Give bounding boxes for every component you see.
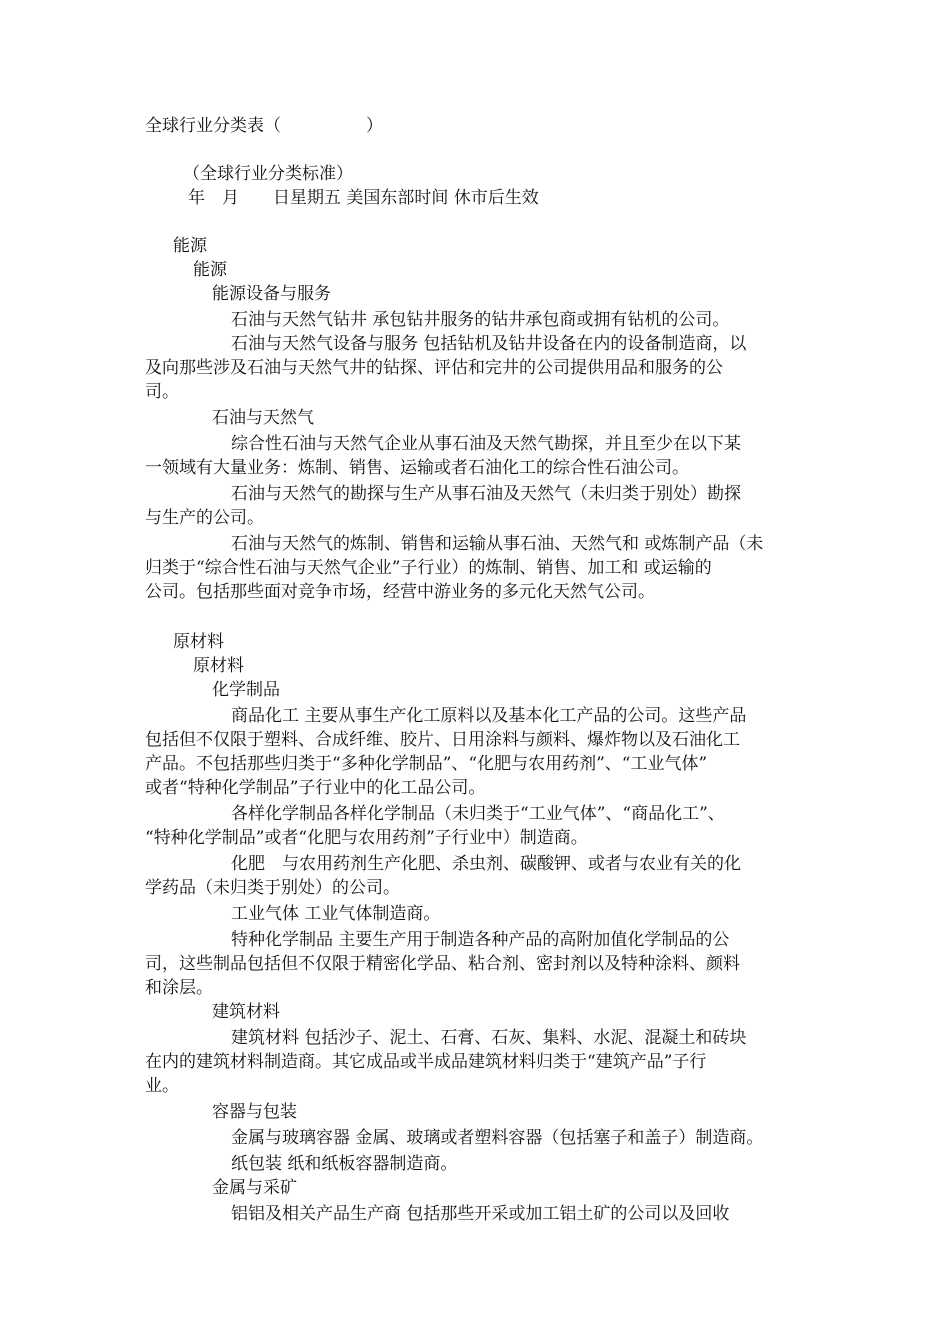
paragraph-line: 及向那些涉及石油与天然气井的钻探、评估和完井的公司提供用品和服务的公 — [145, 358, 723, 378]
sub-industry-text: 铝铝及相关产品生产商 包括那些开采或加工铝土矿的公司以及回收 — [231, 1204, 730, 1224]
sector-materials: 原材料 — [173, 632, 224, 652]
industry-chemicals: 化学制品 — [212, 680, 280, 700]
paragraph-line: 业。 — [145, 1076, 179, 1096]
industry-construction-materials: 建筑材料 — [212, 1002, 280, 1022]
paragraph-line: 产品。不包括那些归类于“多种化学制品”、“化肥与农用药剂”、“工业气体” — [145, 754, 708, 774]
sub-industry-text: 金属与玻璃容器 金属、玻璃或者塑料容器（包括塞子和盖子）制造商。 — [231, 1128, 764, 1148]
sub-industry-text: 工业气体 工业气体制造商。 — [231, 904, 441, 924]
industry-energy-equipment: 能源设备与服务 — [212, 284, 331, 304]
paragraph-line: 公司。包括那些面对竞争市场，经营中游业务的多元化天然气公司。 — [145, 582, 655, 602]
industry-metals-mining: 金属与采矿 — [212, 1178, 297, 1198]
paragraph-line: 与生产的公司。 — [145, 508, 264, 528]
doc-subtitle: （全球行业分类标准） — [183, 164, 353, 184]
paragraph-line: 一领域有大量业务：炼制、销售、运输或者石油化工的综合性石油公司。 — [145, 458, 689, 478]
sub-industry-text: 化肥 与农用药剂生产化肥、杀虫剂、碳酸钾、或者与农业有关的化 — [231, 854, 741, 874]
industry-group-energy: 能源 — [193, 260, 227, 280]
sub-industry-text: 特种化学制品 主要生产用于制造各种产品的高附加值化学制品的公 — [231, 930, 730, 950]
sub-industry-text: 石油与天然气的炼制、销售和运输从事石油、天然气和 或炼制产品（未 — [231, 534, 764, 554]
paragraph-line: “特种化学制品”或者“化肥与农用药剂”子行业中）制造商。 — [145, 828, 588, 848]
sub-industry-text: 商品化工 主要从事生产化工原料以及基本化工产品的公司。这些产品 — [231, 706, 747, 726]
industry-containers-packaging: 容器与包装 — [212, 1102, 297, 1122]
sub-industry-text: 建筑材料 包括沙子、泥土、石膏、石灰、集料、水泥、混凝土和砖块 — [231, 1028, 747, 1048]
sub-industry-text: 石油与天然气设备与服务 包括钻机及钻井设备在内的设备制造商，以 — [231, 334, 747, 354]
paragraph-line: 在内的建筑材料制造商。其它成品或半成品建筑材料归类于“建筑产品”子行 — [145, 1052, 707, 1072]
sub-industry-text: 石油与天然气的勘探与生产从事石油及天然气（未归类于别处）勘探 — [231, 484, 741, 504]
paragraph-line: 司，这些制品包括但不仅限于精密化学品、粘合剂、密封剂以及特种涂料、颜料 — [145, 954, 740, 974]
paragraph-line: 和涂层。 — [145, 978, 213, 998]
sub-industry-text: 综合性石油与天然气企业从事石油及天然气勘探，并且至少在以下某 — [231, 434, 741, 454]
sector-energy: 能源 — [173, 236, 207, 256]
paragraph-line: 或者“特种化学制品”子行业中的化工品公司。 — [145, 778, 486, 798]
sub-industry-text: 各样化学制品各样化学制品（未归类于“工业气体”、“商品化工”、 — [231, 804, 725, 824]
sub-industry-text: 纸包装 纸和纸板容器制造商。 — [231, 1154, 458, 1174]
paragraph-line: 学药品（未归类于别处）的公司。 — [145, 878, 400, 898]
doc-title: 全球行业分类表（ ） — [145, 116, 383, 136]
industry-group-materials: 原材料 — [193, 656, 244, 676]
doc-dateline: 年 月 日星期五 美国东部时间 休市后生效 — [188, 188, 539, 208]
paragraph-line: 归类于“综合性石油与天然气企业”子行业）的炼制、销售、加工和 或运输的 — [145, 558, 712, 578]
paragraph-line: 司。 — [145, 382, 179, 402]
industry-oil-gas: 石油与天然气 — [212, 408, 314, 428]
sub-industry-text: 石油与天然气钻井 承包钻井服务的钻井承包商或拥有钻机的公司。 — [231, 310, 730, 330]
paragraph-line: 包括但不仅限于塑料、合成纤维、胶片、日用涂料与颜料、爆炸物以及石油化工 — [145, 730, 740, 750]
